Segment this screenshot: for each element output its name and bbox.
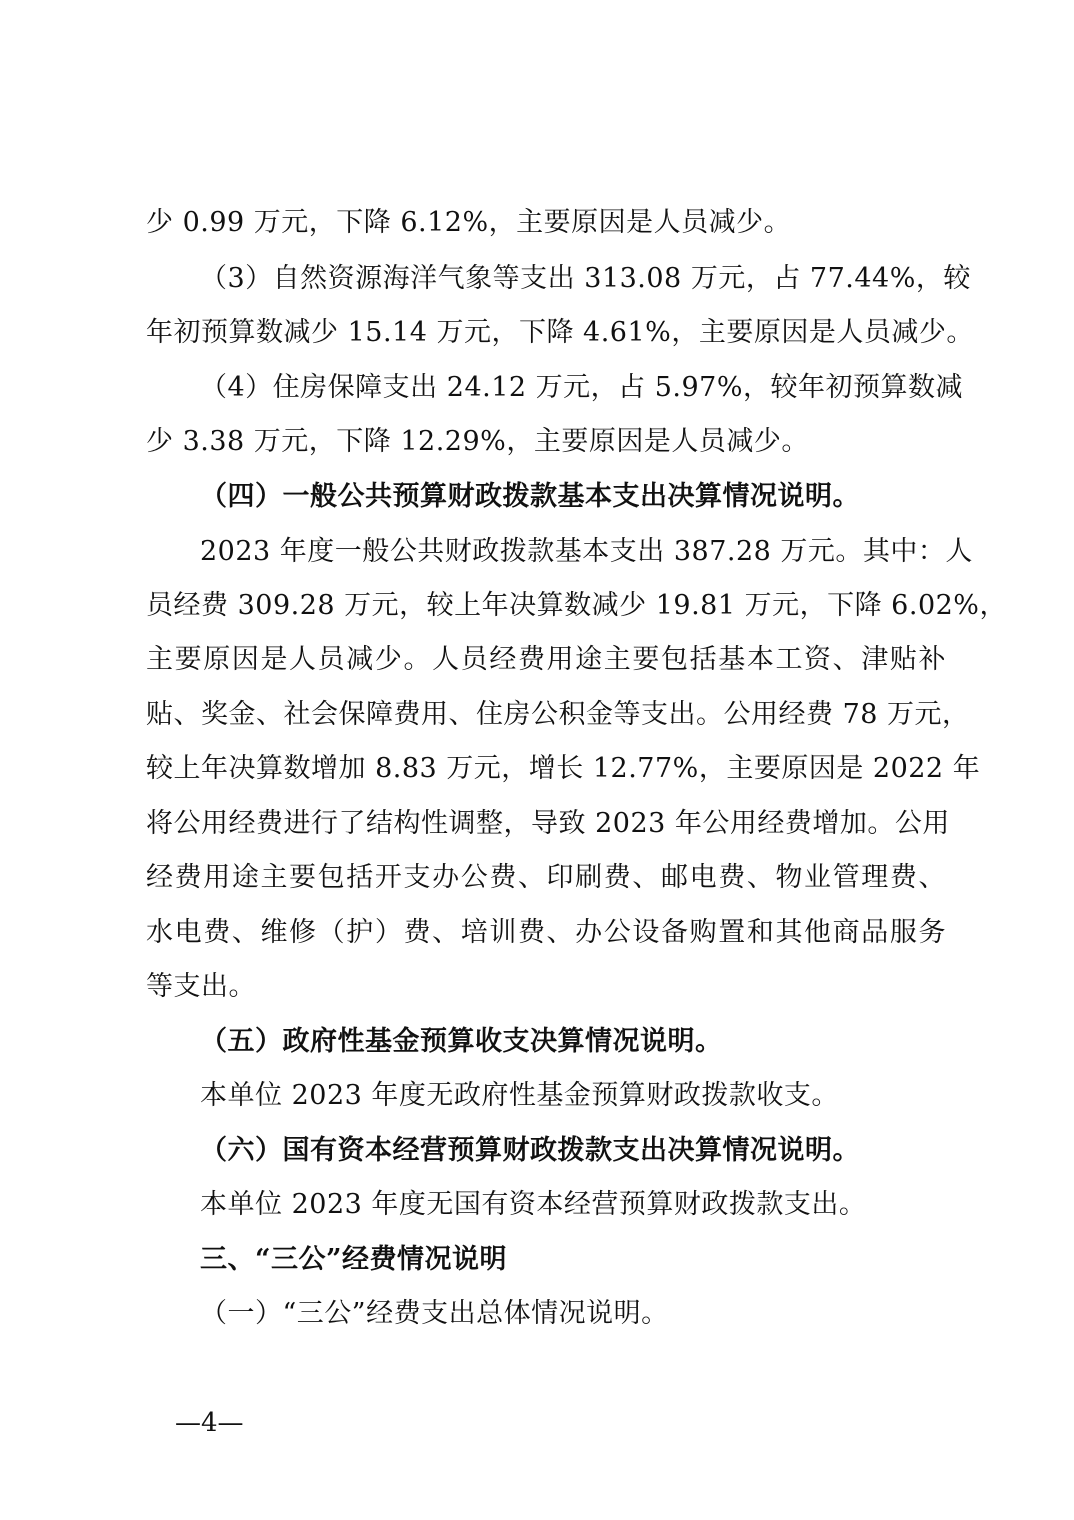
text-line: 年初预算数减少 15.14 万元，下降 4.61%，主要原因是人员减少。: [146, 317, 974, 348]
text-line: 2023 年度一般公共财政拨款基本支出 387.28 万元。其中：人: [200, 536, 973, 567]
text-line: （一）“三公”经费支出总体情况说明。: [200, 1298, 669, 1329]
text-line: 本单位 2023 年度无国有资本经营预算财政拨款支出。: [200, 1189, 867, 1220]
page-number: —4—: [175, 1408, 244, 1438]
text-line: 少 3.38 万元，下降 12.29%，主要原因是人员减少。: [146, 426, 809, 457]
text-line: （3）自然资源海洋气象等支出 313.08 万元，占 77.44%，较: [200, 263, 971, 294]
section-heading: （五）政府性基金预算收支决算情况说明。: [200, 1026, 723, 1057]
text-line: 将公用经费进行了结构性调整，导致 2023 年公用经费增加。公用: [146, 808, 950, 839]
text-line: 经费用途主要包括开支办公费、印刷费、邮电费、物业管理费、: [146, 862, 946, 893]
section-heading: （四）一般公共预算财政拨款基本支出决算情况说明。: [200, 481, 860, 512]
text-line: （4）住房保障支出 24.12 万元，占 5.97%，较年初预算数减: [200, 372, 963, 403]
text-line: 员经费 309.28 万元，较上年决算数减少 19.81 万元，下降 6.02%，: [146, 590, 1007, 621]
text-line: 等支出。: [146, 971, 256, 1002]
text-line: 水电费、维修（护）费、培训费、办公设备购置和其他商品服务: [146, 917, 946, 948]
text-line: 主要原因是人员减少。人员经费用途主要包括基本工资、津贴补: [146, 644, 946, 675]
chapter-heading: 三、“三公”经费情况说明: [200, 1244, 508, 1275]
text-line: 本单位 2023 年度无政府性基金预算财政拨款收支。: [200, 1080, 839, 1111]
text-line: 较上年决算数增加 8.83 万元，增长 12.77%，主要原因是 2022 年: [146, 753, 981, 784]
text-line: 少 0.99 万元，下降 6.12%，主要原因是人员减少。: [146, 207, 792, 238]
section-heading: （六）国有资本经营预算财政拨款支出决算情况说明。: [200, 1135, 860, 1166]
text-line: 贴、奖金、社会保障费用、住房公积金等支出。公用经费 78 万元，: [146, 699, 970, 730]
